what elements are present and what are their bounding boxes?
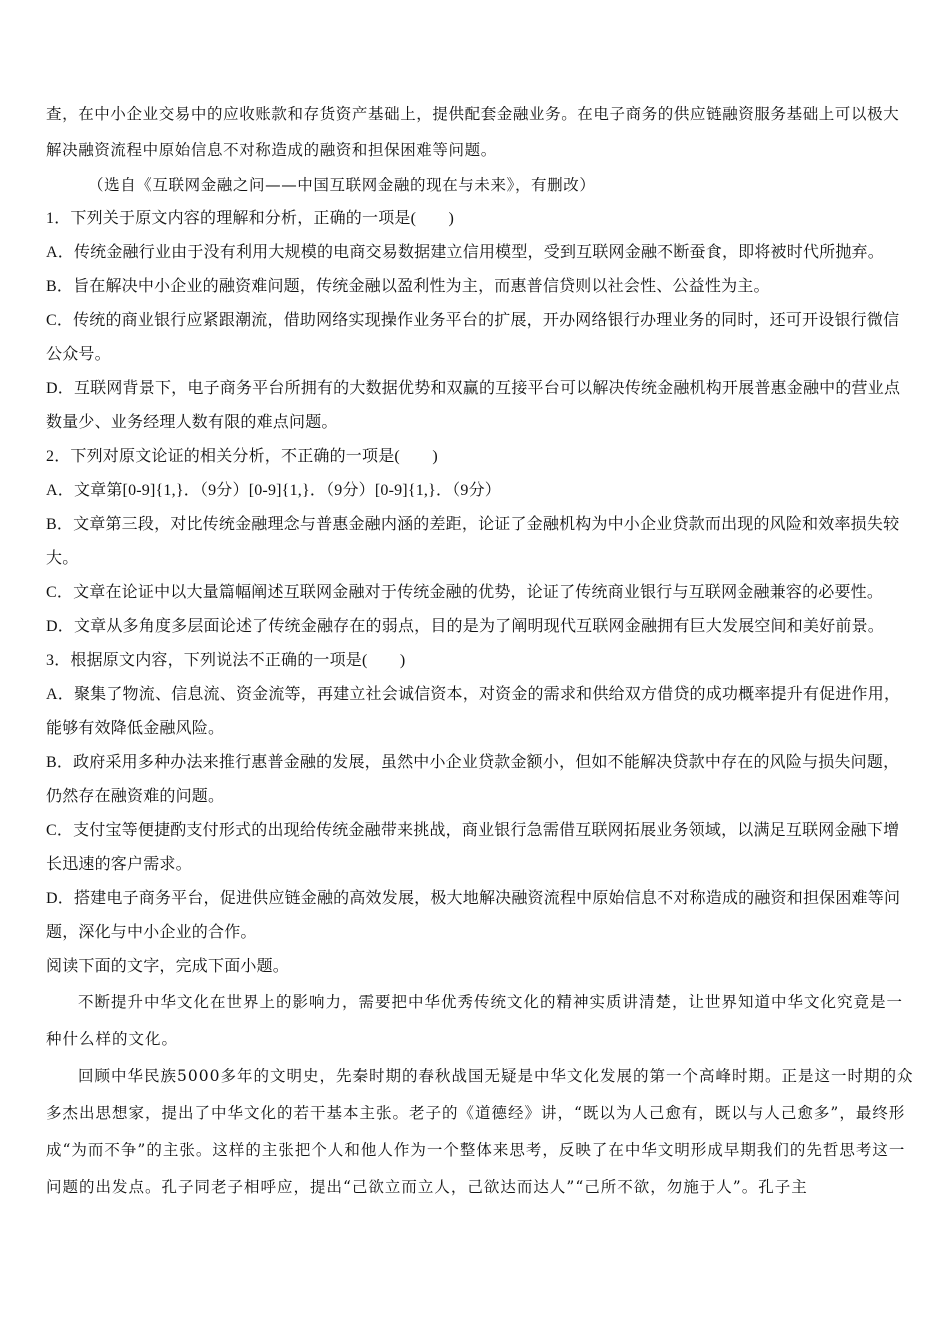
reading-paragraph-2: 回顾中华民族5000多年的文明史，先秦时期的春秋战国无疑是中华文化发展的第一个高峰时期。正是这一时期的众多杰出思想家，提出了中华文化的若干基本主张。老子的《道德经》讲，“既以为人己愈有，既以与人己愈多”，最终形成“为而不争”的主张。这样的主张把个人和他人作为一个整体来思考，反映了在中华文明形成早期我们的先哲思考这一问题的出发点。孔子同老子相呼应，提出“己欲立而立人，己欲达而达人”“己所不欲，勿施于人”。孔子主 [46, 1067, 914, 1196]
q3-option-a: A．聚集了物流、信息流、资金流等，再建立社会诚信资本，对资金的需求和供给双方借贷的成功概率提升有促进作用，能够有效降低金融风险。 [46, 686, 901, 737]
q3-option-d: D．搭建电子商务平台，促进供应链金融的高效发展，极大地解决融资流程中原始信息不对称造成的融资和担保困难等问题，深化与中小企业的合作。 [46, 890, 901, 941]
question-2: 2．下列对原文论证的相关分析，不正确的一项是( ) [46, 448, 438, 465]
q2-option-b: B．文章第三段，对比传统金融理念与普惠金融内涵的差距，论证了金融机构为中小企业贷款而出现的风险和效率损失较大。 [46, 516, 900, 567]
q2-option-a: A．文章第[0-9]{1,}．（9分）[0-9]{1,}．（9分）[0-9]{1,}．（9分） [46, 482, 501, 499]
reading-instruction: 阅读下面的文字，完成下面小题。 [46, 958, 290, 975]
q2-option-c: C．文章在论证中以大量篇幅阐述互联网金融对于传统金融的优势，论证了传统商业银行与互联网金融兼容的必要性。 [46, 584, 884, 601]
q2-option-d: D．文章从多角度多层面论述了传统金融存在的弱点，目的是为了阐明现代互联网金融拥有巨大发展空间和美好前景。 [46, 618, 884, 635]
question-1: 1．下列关于原文内容的理解和分析，正确的一项是( ) [46, 210, 455, 227]
passage-continuation: 查，在中小企业交易中的应收账款和存货资产基础上，提供配套金融业务。在电子商务的供应链融资服务基础上可以极大解决融资流程中原始信息不对称造成的融资和担保困难等问题。 [46, 105, 900, 159]
q1-option-d: D．互联网背景下，电子商务平台所拥有的大数据优势和双赢的互接平台可以解决传统金融机构开展普惠金融中的营业点数量少、业务经理人数有限的难点问题。 [46, 380, 901, 431]
q3-option-c: C．支付宝等便捷酌支付形式的出现给传统金融带来挑战，商业银行急需借互联网拓展业务领域，以满足互联网金融下增长迅速的客户需求。 [46, 822, 900, 873]
question-3: 3．根据原文内容，下列说法不正确的一项是( ) [46, 652, 406, 669]
source-citation: （选自《互联网金融之问——中国互联网金融的现在与未来》，有删改） [88, 176, 596, 194]
q1-option-a: A．传统金融行业由于没有利用大规模的电商交易数据建立信用模型，受到互联网金融不断蚕食，即将被时代所抛弃。 [46, 244, 884, 261]
q3-option-b: B．政府采用多种办法来推行惠普金融的发展，虽然中小企业贷款金额小，但如不能解决贷款中存在的风险与损失问题，仍然存在融资难的问题。 [46, 754, 900, 805]
q1-option-c: C．传统的商业银行应紧跟潮流，借助网络实现操作业务平台的扩展，开办网络银行办理业务的同时，还可开设银行微信公众号。 [46, 312, 900, 363]
q1-option-b: B．旨在解决中小企业的融资难问题，传统金融以盈利性为主，而惠普信贷则以社会性、公益性为主。 [46, 278, 770, 295]
reading-paragraph-1: 不断提升中华文化在世界上的影响力，需要把中华优秀传统文化的精神实质讲清楚，让世界知道中华文化究竟是一种什么样的文化。 [46, 993, 904, 1048]
